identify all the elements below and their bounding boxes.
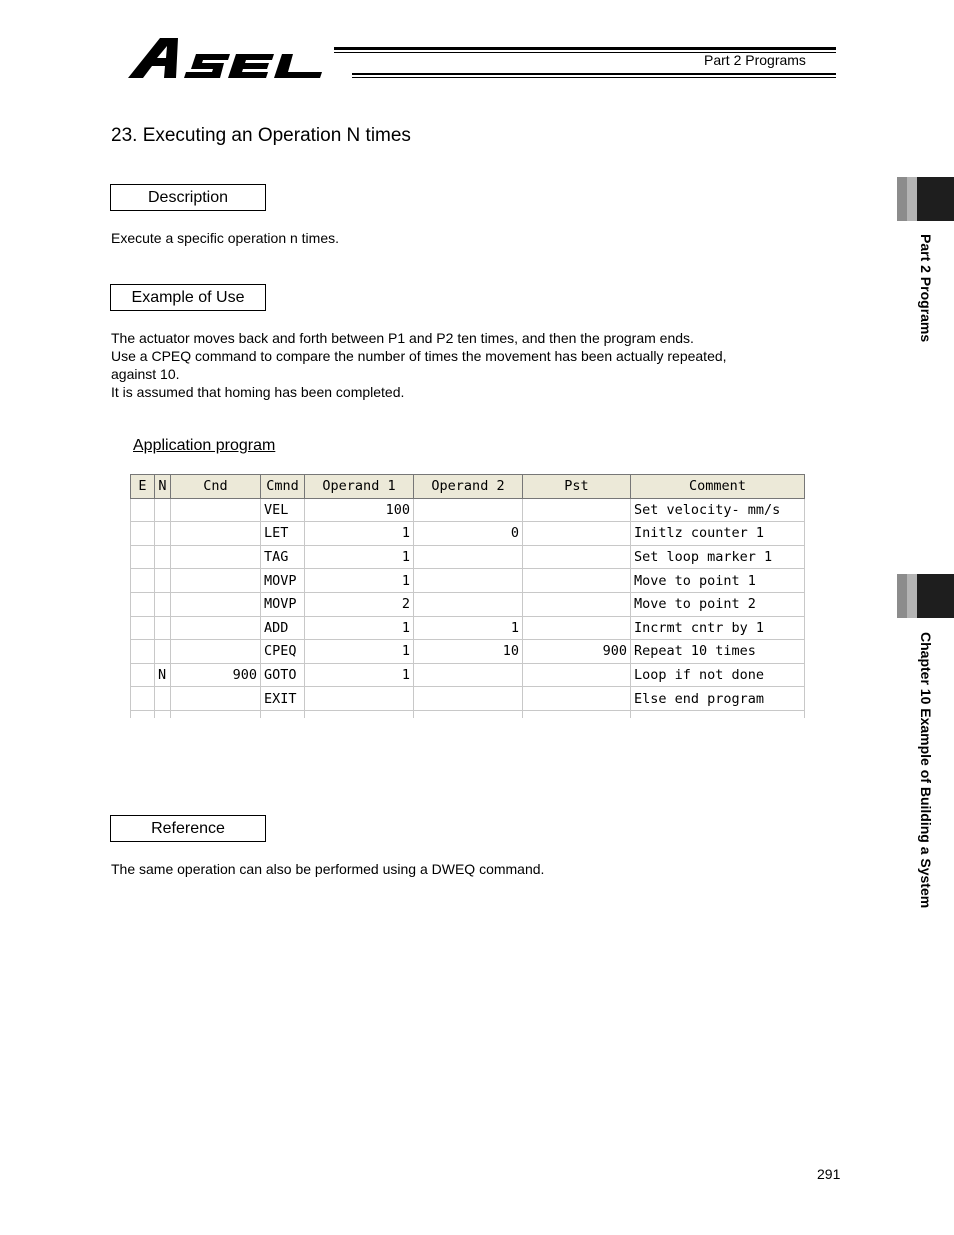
- table-cell: Incrmt cntr by 1: [631, 616, 805, 640]
- table-row: [131, 498, 805, 522]
- description-text: Execute a specific operation n times.: [111, 230, 340, 246]
- table-cell: [171, 498, 261, 522]
- table-cell: 1: [305, 663, 414, 687]
- col-header-operand1: Operand 1: [305, 475, 414, 499]
- table-cell: Initlz counter 1: [631, 522, 805, 546]
- table-row: [131, 687, 805, 711]
- table-cell: 0: [414, 522, 523, 546]
- table-cell: VEL: [261, 498, 305, 522]
- header-rule-top: [334, 47, 836, 50]
- table-cell: [131, 687, 155, 711]
- header-rule-bottom-thin: [352, 77, 836, 78]
- table-cell: 1: [305, 545, 414, 569]
- table-cell: 1: [305, 522, 414, 546]
- table-cell: [131, 522, 155, 546]
- table-cell: [414, 592, 523, 616]
- table-cell: [131, 498, 155, 522]
- table-cell: [131, 663, 155, 687]
- table-cell: Move to point 1: [631, 569, 805, 593]
- example-text: [111, 329, 727, 401]
- reference-label: Reference: [151, 819, 225, 837]
- table-cell: [155, 616, 171, 640]
- table-cell: [414, 569, 523, 593]
- col-header-cmnd: Cmnd: [261, 475, 305, 499]
- table-cell: [523, 616, 631, 640]
- table-cell: [155, 687, 171, 711]
- table-cell: 2: [305, 592, 414, 616]
- table-cell: Repeat 10 times: [631, 640, 805, 664]
- side-tab-lower: [897, 574, 954, 618]
- table-cell: Set loop marker 1: [631, 545, 805, 569]
- table-cell: [523, 663, 631, 687]
- table-cell: Loop if not done: [631, 663, 805, 687]
- section-title: 23. Executing an Operation N times: [111, 125, 411, 146]
- table-cell: LET: [261, 522, 305, 546]
- table-cell: [171, 616, 261, 640]
- col-header-comment: Comment: [631, 475, 805, 499]
- table-cell: GOTO: [261, 663, 305, 687]
- example-line: Use a CPEQ command to compare the number of times the movement has been actually repeated,: [111, 348, 727, 364]
- col-header-operand2: Operand 2: [414, 475, 523, 499]
- table-row: [131, 616, 805, 640]
- table-cell: [171, 569, 261, 593]
- example-line: It is assumed that homing has been completed.: [111, 384, 405, 400]
- table-cell: 100: [305, 498, 414, 522]
- header-rule-bottom: [352, 73, 836, 75]
- table-cell: [305, 687, 414, 711]
- table-cell: [523, 592, 631, 616]
- example-label-box: [110, 284, 266, 311]
- table-cell: [155, 569, 171, 593]
- table-row: [131, 640, 805, 664]
- table-cell: [523, 498, 631, 522]
- table-row: [131, 592, 805, 616]
- table-cell: Move to point 2: [631, 592, 805, 616]
- program-table: [130, 474, 805, 718]
- table-cell: [523, 687, 631, 711]
- table-cell: Else end program: [631, 687, 805, 711]
- table-cell: N: [155, 663, 171, 687]
- example-line: against 10.: [111, 366, 180, 382]
- table-cell: [414, 545, 523, 569]
- side-tab-upper: [897, 177, 954, 221]
- table-cell: [171, 640, 261, 664]
- table-cell: [155, 498, 171, 522]
- table-cell: [171, 545, 261, 569]
- example-line: The actuator moves back and forth between P1 and P2 ten times, and then the program ends.: [111, 330, 694, 346]
- table-cell: [171, 522, 261, 546]
- table-cell: ADD: [261, 616, 305, 640]
- table-cell: [171, 687, 261, 711]
- table-cell: MOVP: [261, 592, 305, 616]
- table-cell: [155, 545, 171, 569]
- table-cell: MOVP: [261, 569, 305, 593]
- description-label-box: [110, 184, 266, 211]
- table-cell: [131, 569, 155, 593]
- table-cell: 10: [414, 640, 523, 664]
- table-cell: [414, 663, 523, 687]
- table-cell: 900: [523, 640, 631, 664]
- header-part-label: Part 2 Programs: [704, 52, 806, 68]
- table-cell: [131, 545, 155, 569]
- reference-label-box: [110, 815, 266, 842]
- table-header-row: [131, 475, 805, 499]
- table-cell: 1: [414, 616, 523, 640]
- page-number: 291: [817, 1166, 841, 1182]
- table-cell: [414, 687, 523, 711]
- table-cell: [155, 522, 171, 546]
- col-header-cnd: Cnd: [171, 475, 261, 499]
- table-cell: [131, 592, 155, 616]
- side-tab-lower-label: Chapter 10 Example of Building a System: [918, 632, 934, 909]
- description-label: Description: [147, 188, 229, 206]
- table-cell: [414, 498, 523, 522]
- table-cell: [155, 592, 171, 616]
- col-header-e: E: [131, 475, 155, 499]
- col-header-n: N: [155, 475, 171, 499]
- table-cell: 1: [305, 569, 414, 593]
- table-cell: 900: [171, 663, 261, 687]
- application-program-label: Application program: [133, 437, 276, 454]
- table-cell: [155, 640, 171, 664]
- table-cell: Set velocity- mm/s: [631, 498, 805, 522]
- table-cell: CPEQ: [261, 640, 305, 664]
- reference-text: The same operation can also be performed using a DWEQ command.: [111, 861, 545, 877]
- table-cell: TAG: [261, 545, 305, 569]
- table-row-partial: [131, 710, 805, 718]
- side-tab-upper-label: Part 2 Programs: [918, 234, 934, 343]
- table-row: [131, 569, 805, 593]
- table-row: [131, 522, 805, 546]
- example-label: Example of Use: [131, 288, 245, 306]
- table-cell: [523, 545, 631, 569]
- table-cell: 1: [305, 616, 414, 640]
- table-cell: 1: [305, 640, 414, 664]
- col-header-pst: Pst: [523, 475, 631, 499]
- table-cell: EXIT: [261, 687, 305, 711]
- table-row: [131, 663, 805, 687]
- table-cell: [131, 640, 155, 664]
- table-cell: [171, 592, 261, 616]
- table-row: [131, 545, 805, 569]
- asel-logo: [126, 34, 348, 82]
- table-cell: [523, 522, 631, 546]
- table-cell: [523, 569, 631, 593]
- table-cell: [131, 616, 155, 640]
